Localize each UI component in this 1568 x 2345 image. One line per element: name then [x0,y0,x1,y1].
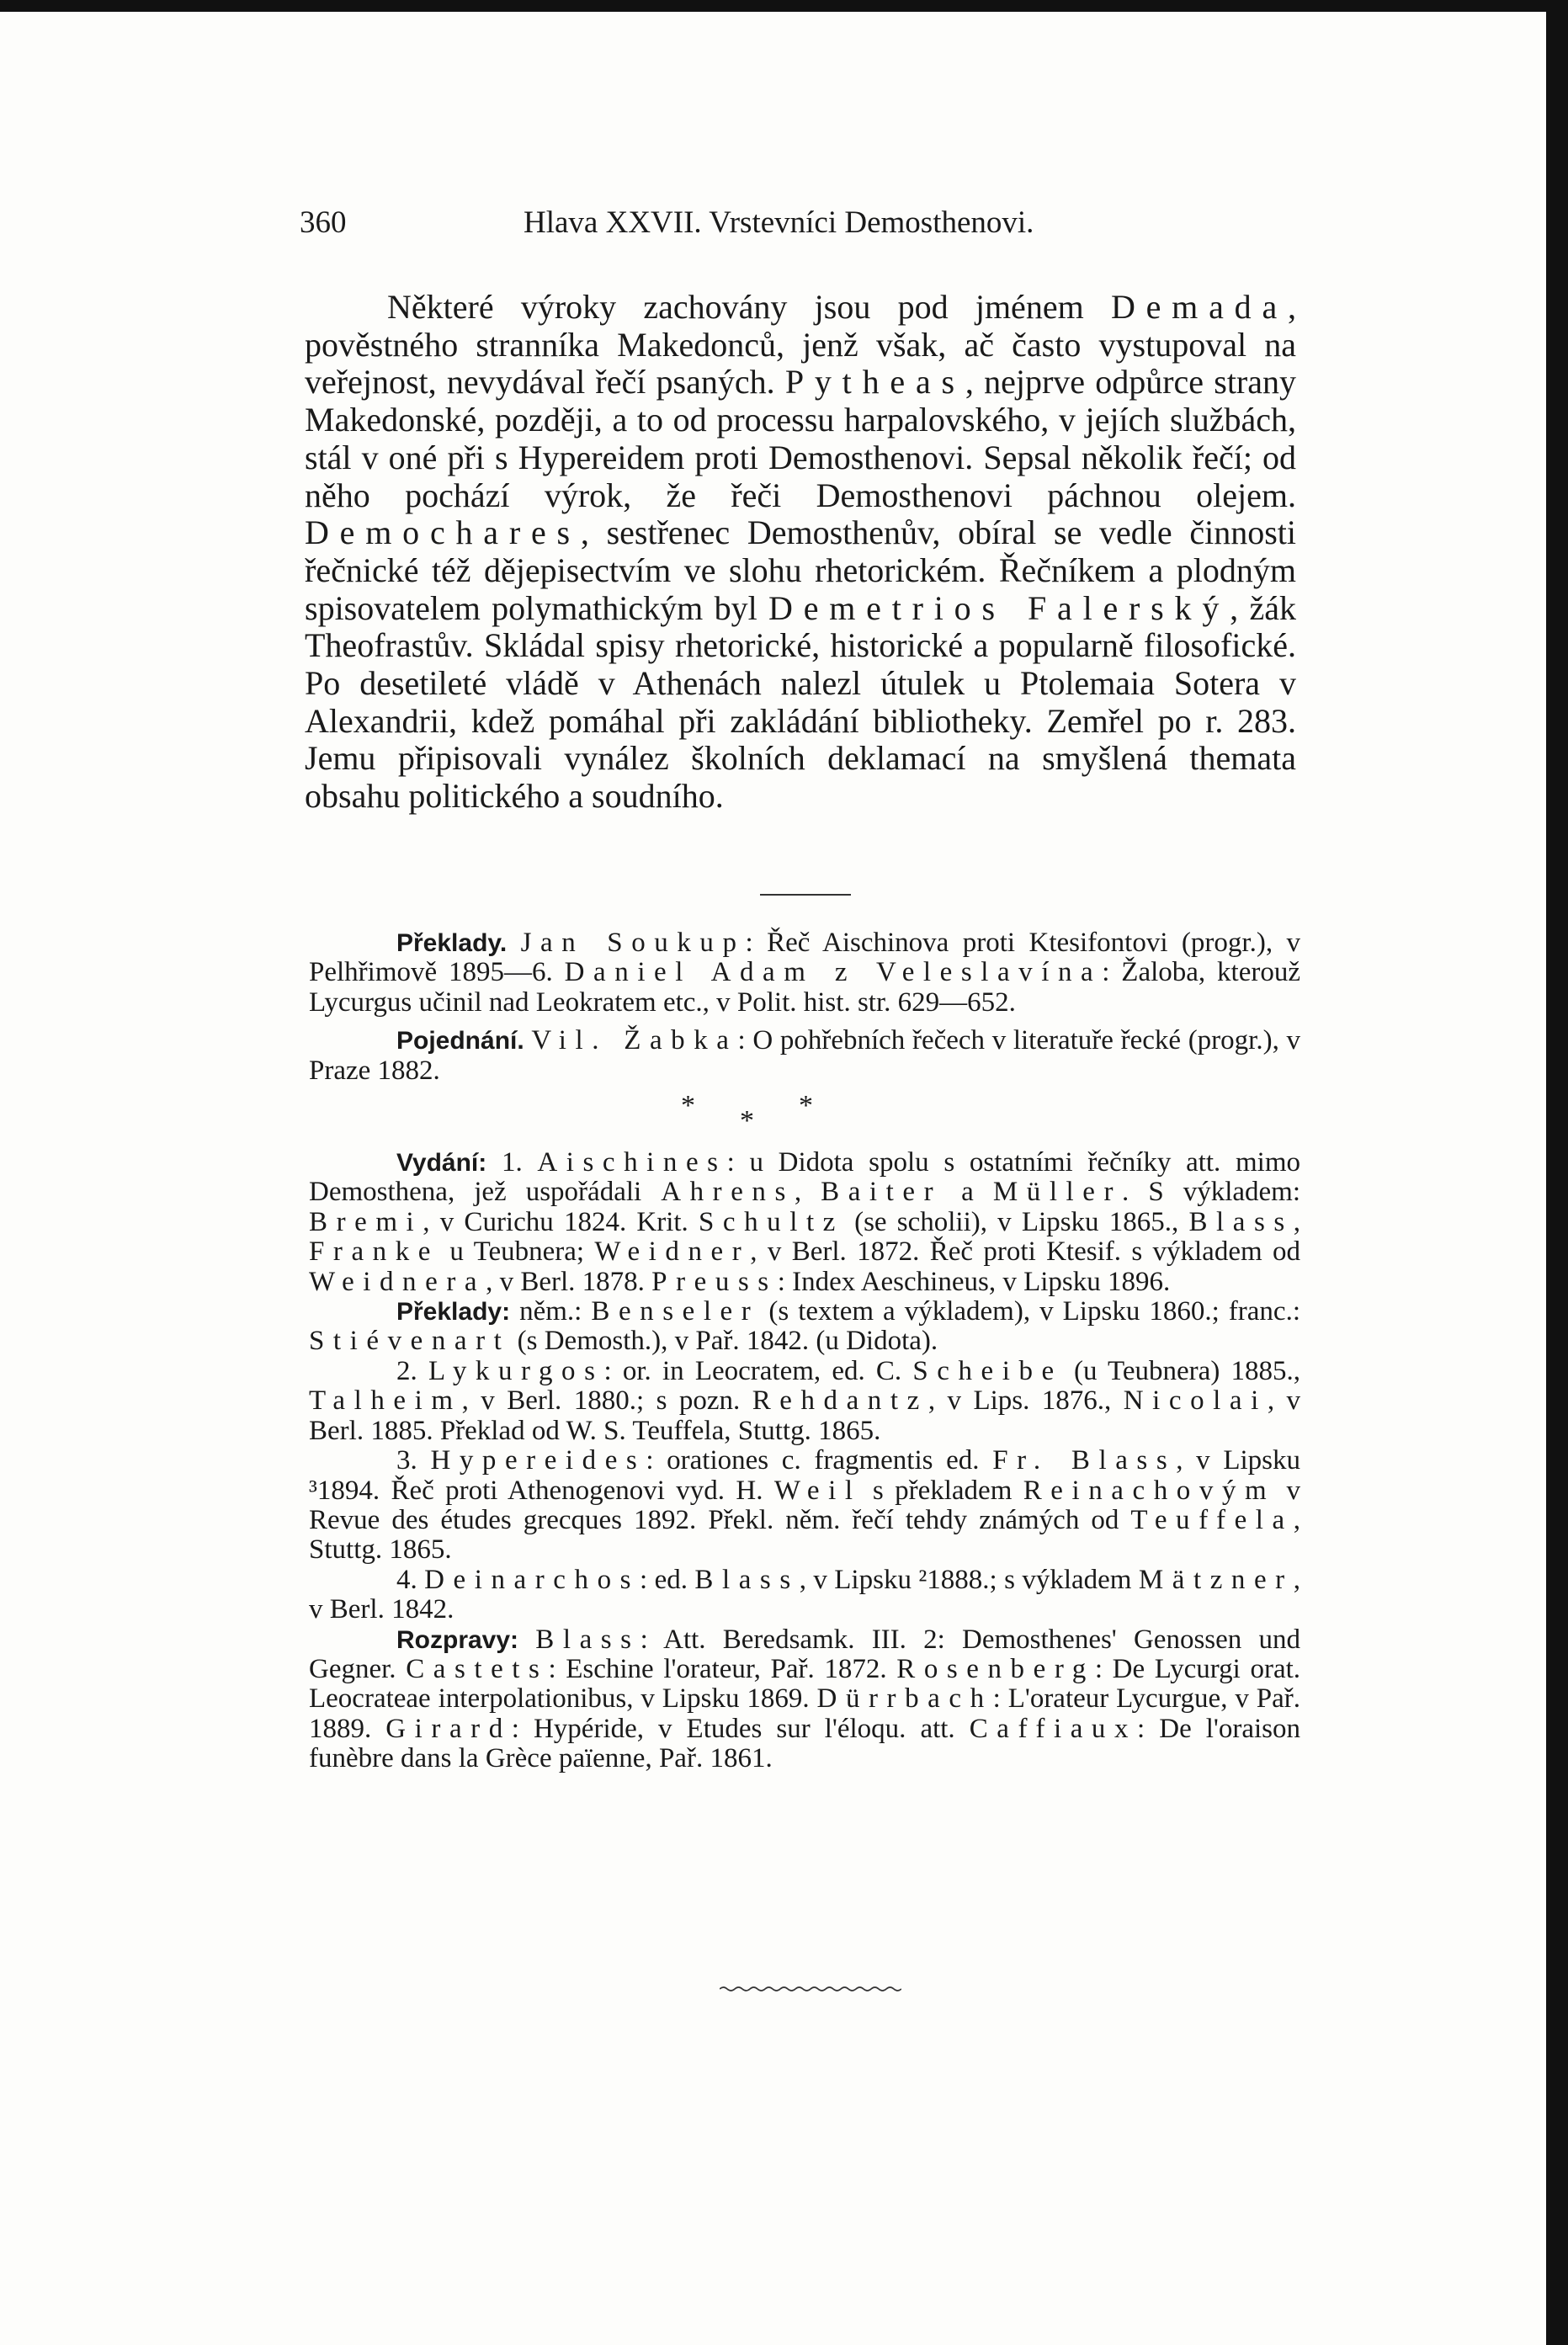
name-demochares: Demochares [305,513,581,552]
note-edition-4: 4. Deinarchos: ed. Blass, v Lipsku ²1888.; s výkladem Mätzner, v Berl. 1842. [309,1564,1300,1625]
main-paragraph: Některé výroky zachovány jsou pod jménem Demada, pověstného stranníka Makedonců, jenž však, ač často vystupoval na veřejnost, nevydával řečí psaných. Pytheas, nejprve odpůrce strany Makedonské, později, a to od processu harpalovského, v jejích službách, stál v oné při s Hypereidem proti Demosthenovi. Sepsal několik řečí; od něho pochází výrok, že řeči Demosthenovi páchnou olejem. Demochares, sestřenec Demosthenův, obíral se vedle činnosti řečnické též dějepisectvím ve slohu rhetorickém. Řečníkem a plodným spisovatelem polymathickým byl Demetrios Falerský, žák Theofrastův. Skládal spisy rhetorické, historické a popularně filosofické. Po desetileté vládě v Athenách nalezl útulek u Ptolemaia Sotera v Alexandrii, kdež pomáhal při zakládání bibliotheky. Zemřel po r. 283. Jemu připisovali vynález školních deklamací na smyšlená themata obsahu politického a soudního. [305,288,1297,816]
asterisk: * [740,1105,754,1137]
note-edition-2: 2. Lykurgos: or. in Leocratem, ed. C. Scheibe (u Teubnera) 1885., Talheim, v Berl. 1880.; s pozn. Rehdantz, v Lips. 1876., Nicolai, v Berl. 1885. Překlad od W. S. Teuffela, Stuttg. 1865. [309,1355,1301,1446]
name-demetrios: Demetrios Falerský [768,588,1230,627]
section-rule [760,894,851,896]
label-rozpravy: Rozpravy: [396,1625,519,1654]
scan-border-top [0,0,1568,12]
label-preklady: Překlady. [396,929,508,957]
note-edition-3: 3. Hypereides: orationes c. fragmentis ed. Fr. Blass, v Lipsku ³1894. Řeč proti Athenogenovi vyd. H. Weil s překladem Reinachovým v Revue des études grecques 1892. Překl. něm. řečí tehdy známých od Teuffela, Stuttg. 1865. [309,1445,1301,1566]
label-pojednani: Pojednání. [396,1027,524,1056]
note-vydani: Vydání: 1. Aischines: u Didota spolu s ostatními řečníky att. mimo Demosthena, jež uspořádali Ahrens, Baiter a Müller. S výkladem: Bremi, v Curichu 1824. Krit. Schultz (se scholii), v Lipsku 1865., Blass, Franke u Teubnera; Weidner, v Berl. 1872. Řeč proti Ktesif. s výkladem od Weidnera, v Berl. 1878. Preuss: Index Aeschineus, v Lipsku 1896. [309,1147,1300,1297]
main-text [305,289,1296,816]
page-number: 360 [300,205,347,240]
note-rozpravy: Rozpravy: Blass: Att. Beredsamk. III. 2: Demosthenes' Genossen und Gegner. Castets: Eschine l'orateur, Pař. 1872. Rosenberg: De Lycurgi orat. Leocrateae interpolationibus, v Lipsku 1869. Dürrbach: L'orateur Lycurgue, v Pař. 1889. Girard: Hypéride, v Etudes sur l'éloqu. att. Caffiaux: De l'oraison funèbre dans la Grèce païenne, Pař. 1861. [309,1624,1301,1774]
note-preklady: Překlady. Jan Soukup: Řeč Aischinova proti Ktesifontovi (progr.), v Pelhřimově 1895—6. Daniel Adam z Veleslavína: Žaloba, kterouž Lycurgus učinil nad Leokratem etc., v Polit. hist. str. 629—652. [309,928,1300,1018]
scan-border-right [1546,0,1568,2345]
running-head [300,205,1310,242]
name-demades: Demada [1110,288,1288,326]
asterism [309,1089,1300,1141]
end-ornament [720,1985,901,1993]
bibliography-notes [309,928,1300,1774]
name-pytheas: Pytheas [784,363,965,401]
note-pojednani: Pojednání. Vil. Žabka: O pohřebních řečech v literatuře řecké (progr.), v Praze 1882. [309,1025,1300,1086]
note-preklady-2: Překlady: něm.: Benseler (s textem a výkladem), v Lipsku 1860.; franc.: Stiévenart (s Demosth.), v Pař. 1842. (u Didota). [309,1296,1300,1357]
label-vydani: Vydání: [396,1149,487,1178]
asterisk: * [799,1090,813,1122]
label-preklady-2: Překlady: [396,1298,511,1327]
asterisk: * [681,1090,695,1122]
running-title: Hlava XXVII. Vrstevníci Demosthenovi. [524,205,1034,240]
